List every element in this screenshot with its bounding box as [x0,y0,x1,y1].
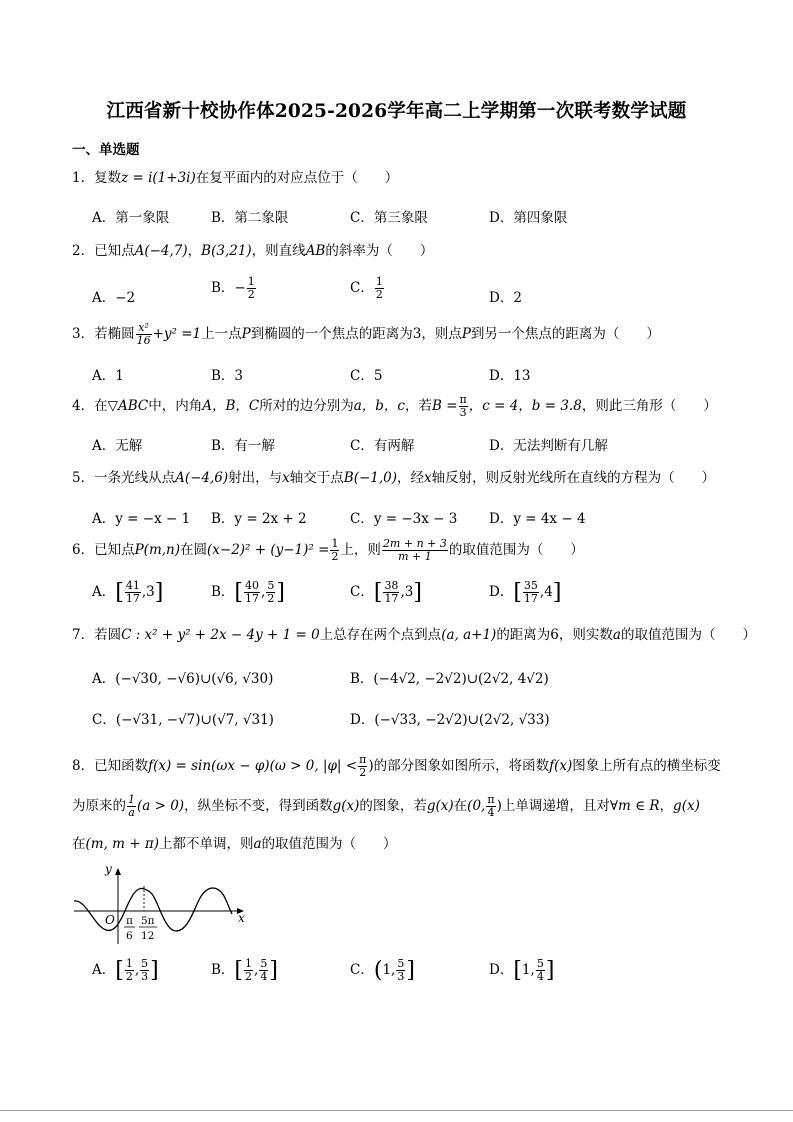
q8-suffix1: 图象上所有点的横坐标变 [572,758,721,774]
option-frac [125,958,134,982]
q2-option-d[interactable]: D．2 [489,290,522,306]
option-label: A． [92,962,116,978]
option-frac [383,580,399,604]
q4-option-b[interactable]: B．有一解 [211,438,275,454]
option-frac-2 [266,580,275,604]
frac-den: 2 [359,766,367,779]
q5-mid1: 射出，与 [228,470,283,486]
q3-suffix: 到另一个焦点的距离为（ ） [470,326,660,342]
q8-line2-mid4: 上单调递增，且对 [501,798,610,814]
q7-mid2: 的距离为6，则实数 [496,627,613,643]
x-axis-label: x [238,911,245,925]
frac-num: 5 [267,579,275,593]
q3-mid2: 到椭圆的一个焦点的距离为3，则点 [250,326,462,342]
q4-b-eq: B = [432,398,458,414]
q6-circle: (x−2)² + (y−1)² = [207,542,330,558]
q8-line2-mid: ，纵坐标不变，得到函数 [184,798,333,814]
q3-p2: P [461,326,471,342]
right-bracket-icon: ] [552,580,562,605]
q3-option-a[interactable]: A．1 [92,368,124,384]
q8-line2-mid3: 在 [453,798,468,814]
option-label: D． [489,584,514,600]
option-label: B． [211,962,235,978]
left-bracket-icon: [ [234,958,244,983]
right-bracket-icon: ] [269,958,278,983]
q2-option-c-frac [375,276,384,300]
q7-prefix: 若圆 [94,627,122,643]
q1-suffix: 在复平面内的对应点位于（ ） [195,170,399,186]
q8-fx2: f(x) [549,758,573,774]
frac-num: 1 [245,957,253,971]
q1-option-b[interactable]: B．第二象限 [211,210,289,226]
q7-circle: C : x² + y² + 2x − 4y + 1 = 0 [121,627,320,643]
q4-pi-frac [459,394,468,418]
frac-den: 4 [260,970,268,983]
q5-x1: x [282,470,290,486]
frac-den: 17 [245,592,260,605]
q5-option-c[interactable]: C．y = −3x − 3 [350,511,458,527]
q7-option-b[interactable]: B．(−4√2, −2√2)∪(2√2, 4√2) [350,671,549,687]
q8-gx2: g(x) [426,798,454,814]
q8-line3-mid: 上都不单调，则 [159,836,254,852]
q3-mid1: 上一点 [201,326,242,342]
q4-sides: a，b，c [353,398,405,414]
frac-num: 1 [247,275,255,289]
q3-expr: +y² =1 [152,326,202,342]
frac-num: 5 [141,957,149,971]
frac-den: 4 [536,970,544,983]
q5-mid2: 轴交于点 [289,470,344,486]
frac-num: π [459,393,467,407]
y-axis-arrow-icon [115,868,121,875]
left-bracket-icon: [ [373,580,383,605]
q3-option-b[interactable]: B．3 [211,368,244,384]
frac-num: 5 [536,957,544,971]
frac-num: 1 [375,275,383,289]
q2-suffix1: ，则直线 [251,243,306,259]
q6-number: 6． [72,542,95,558]
q5-option-b[interactable]: B．y = 2x + 2 [211,511,307,527]
q4-mid2: 所对的边分别为 [259,398,354,414]
frac-num: x² [136,322,152,335]
question-8-line-3 [72,832,397,852]
option-frac [523,580,539,604]
frac-den: 2 [331,550,339,563]
q4-prefix: 在 [94,398,108,414]
q8-option-b[interactable]: B．[ $\frac{1}{2}$ , $\frac{5}{4}$ ] [211,957,278,983]
q1-prefix: 复数 [94,170,122,186]
q8-line3-prefix: 在 [72,836,86,852]
frac-den: a [128,806,135,819]
frac-num: π [359,753,367,767]
q6-option-a[interactable] [92,580,163,605]
q4-option-d[interactable]: D．无法判断有几解 [489,438,608,454]
q2-option-b[interactable] [211,276,257,301]
q3-prefix: 若椭圆 [94,326,135,342]
q8-forall: ∀m ∈ R [609,798,660,814]
option-start: 1, [521,962,535,978]
q6-prefix: 已知点 [94,542,135,558]
q6-option-c[interactable] [350,580,422,605]
q8-option-c[interactable] [350,958,415,983]
q7-option-d[interactable]: D．(−√33, −2√2)∪(2√2, √33) [350,712,550,728]
q8-fx: f(x) = sin(ωx − φ) [148,758,270,774]
q2-sep: ， [187,243,202,259]
frac-num: 35 [523,579,538,593]
q8-int-frac [486,794,495,818]
q4-mid1: 中，内角 [148,398,203,414]
frac-den: 17 [384,592,399,605]
frac-den: 2 [375,288,383,301]
right-bracket-icon: ] [413,580,422,605]
q3-p1: P [241,326,251,342]
frac-num: 1 [128,793,135,807]
q8-option-a[interactable]: A．[ $\frac{1}{2}$ , $\frac{5}{3}$ ] [92,957,159,983]
q6-point: P(m,n) [134,542,180,558]
q8-line2-mid2: 的图象，若 [359,798,427,814]
option-frac [396,958,405,982]
q5-prefix: 一条光线从点 [94,470,176,486]
y-axis-label: y [105,864,112,876]
option-label: A． [92,584,116,600]
q2-number: 2． [72,243,95,259]
origin-label: O [105,913,115,927]
q8-inv-cond: (a > 0) [137,798,185,814]
q5-option-a[interactable]: A．y = −x − 1 [92,511,191,527]
option-frac [244,958,253,982]
q8-int-end: ) [496,798,502,814]
question-3 [72,322,660,347]
q8-a: a [253,836,262,852]
frac-num: π [487,793,495,807]
option-frac-2 [259,958,268,982]
q7-option-c[interactable]: C．(−√31, −√7)∪(√7, √31) [92,712,274,728]
frac-den: m + 1 [398,550,432,563]
q2-option-b-frac [247,276,256,300]
q8-prefix: 已知函数 [94,758,149,774]
q4-angles: A，B，C [202,398,260,414]
q2-line: AB [305,243,326,259]
option-frac [244,580,260,604]
q2-option-a[interactable]: A．−2 [92,290,136,306]
q4-suffix: ，则此三角形（ ） [581,398,717,414]
option-start: 1, [382,962,396,978]
q4-cond: ，c = 4，b = 3.8 [468,398,582,414]
frac-den: 2 [245,970,253,983]
option-label: B． [211,584,235,600]
q8-inv-frac [127,794,136,818]
q6-mid1: 在圆 [180,542,207,558]
q2-point-a: A(−4,7) [134,243,188,259]
frac-num: 38 [384,579,399,593]
q8-line2-end: ， [659,798,674,814]
q1-option-a[interactable]: A．第一象限 [92,210,170,226]
q4-option-a[interactable]: A．无解 [92,438,143,454]
q4-mid3: ，若 [405,398,432,414]
q6-option-b[interactable]: B．[ $\frac{40}{17}$ , $\frac{5}{2}$ ] [211,579,285,605]
q6-expr-frac [382,538,448,562]
q1-option-d[interactable]: D．第四象限 [489,210,568,226]
q7-option-a[interactable]: A．(−√30, −√6)∪(√6, √30) [92,671,274,687]
question-7 [72,623,756,643]
q7-a: a [612,627,621,643]
q2-suffix2: 的斜率为（ ） [325,243,434,259]
tick-2-den: 12 [141,930,155,942]
q4-number: 4． [72,398,95,414]
frac-num: 2m + n + 3 [382,537,447,551]
right-bracket-icon: ] [154,580,164,605]
q7-suffix: 的取值范围为（ ） [620,627,756,643]
q6-mid2: 上，则 [340,542,381,558]
right-bracket-icon: ] [150,958,159,983]
option-label: C． [350,584,374,600]
q8-line2-prefix: 为原来的 [72,798,126,814]
left-bracket-icon: [ [234,580,244,605]
exam-title: 江西省新十校协作体2025-2026学年高二上学期第一次联考数学试题 [106,101,687,122]
q5-x2: x [424,470,432,486]
q8-int2: (m, m + π) [85,836,159,852]
frac-den: 4 [487,806,495,819]
page-footer-divider [0,1110,793,1111]
right-bracket-icon: ] [406,958,415,983]
option-end: ,4 [539,584,553,600]
q2-option-b-label: B．− [211,280,246,296]
frac-den: 16 [136,334,151,347]
frac-den: 17 [523,592,538,605]
frac-num: 1 [125,957,133,971]
q8-gx3: g(x) [673,798,700,814]
q1-number: 1． [72,170,95,186]
q5-number: 5． [72,470,95,486]
q1-expr: z = i(1+3i) [121,170,196,186]
q1-option-c[interactable]: C．第三象限 [350,210,428,226]
q7-number: 7． [72,627,95,643]
q5-point-a: A(−4,6) [175,470,229,486]
q3-frac [136,322,152,346]
q8-sine-graph [72,864,252,946]
q8-option-d[interactable] [489,958,554,983]
frac-den: 2 [247,288,255,301]
frac-den: 3 [459,406,467,419]
left-bracket-icon: [ [513,580,522,605]
question-5 [72,466,715,486]
q8-line3-suffix: 的取值范围为（ ） [261,836,397,852]
tick-2-num: 5π [141,915,155,927]
left-bracket-icon: [ [513,958,522,983]
q8-pi-frac [358,754,367,778]
question-1 [72,166,398,186]
q3-option-c[interactable]: C．5 [350,368,383,384]
q8-number: 8． [72,758,95,774]
q6-r-frac [330,538,339,562]
q3-option-d[interactable]: D．13 [489,368,531,384]
frac-den: 3 [397,970,405,983]
frac-den: 2 [267,592,275,605]
question-6 [72,538,584,563]
q2-prefix: 已知点 [94,243,135,259]
q7-point: (a, a+1) [441,627,497,643]
q5-mid3: ，经 [397,470,425,486]
q4-option-c[interactable]: C．有两解 [350,438,415,454]
question-2 [72,239,433,259]
frac-num: 5 [260,957,268,971]
frac-den: 2 [125,970,133,983]
option-frac [536,958,545,982]
left-bracket-icon: [ [115,580,124,605]
option-label: D． [489,962,514,978]
frac-den: 3 [141,970,149,983]
frac-num: 1 [331,537,339,551]
q5-suffix: 轴反射，则反射光线所在直线的方程为（ ） [431,470,716,486]
frac-den: 17 [125,592,140,605]
q8-cond: (ω > 0, |φ| < [269,758,358,774]
right-bracket-icon: ] [545,958,555,983]
q5-point-b: B(−1,0) [343,470,398,486]
option-frac-2 [140,958,149,982]
option-end: ,3 [141,584,155,600]
q4-triangle: ▽ABC [107,398,149,414]
frac-num: 40 [245,579,260,593]
q8-cond-end: ) [368,758,374,774]
q6-suffix: 的取值范围为（ ） [448,542,584,558]
question-8-line-1 [72,754,721,779]
q6-option-d[interactable] [489,580,561,605]
tick-1-num: π [126,915,133,927]
question-8-line-2 [72,794,700,819]
right-bracket-icon: ] [276,580,285,605]
q5-option-d[interactable]: D．y = 4x − 4 [489,511,586,527]
q8-mid1: 的部分图象如图所示，将函数 [373,758,550,774]
left-paren-icon: ( [373,958,383,983]
option-label: C． [350,962,374,978]
frac-num: 5 [397,957,405,971]
option-end: ,3 [400,584,414,600]
q7-mid1: 上总存在两个点到点 [319,627,442,643]
q3-number: 3． [72,326,95,342]
q2-point-b: B(3,21) [201,243,252,259]
option-frac [125,580,141,604]
section-heading: 一、单选题 [72,142,140,158]
q2-option-c[interactable] [350,276,385,301]
q8-gx: g(x) [332,798,360,814]
frac-num: 41 [125,579,140,593]
q2-option-c-label: C． [350,280,374,296]
left-bracket-icon: [ [115,958,124,983]
tick-1-den: 6 [126,930,133,942]
question-4 [72,394,717,419]
q8-int-start: (0, [467,798,486,814]
